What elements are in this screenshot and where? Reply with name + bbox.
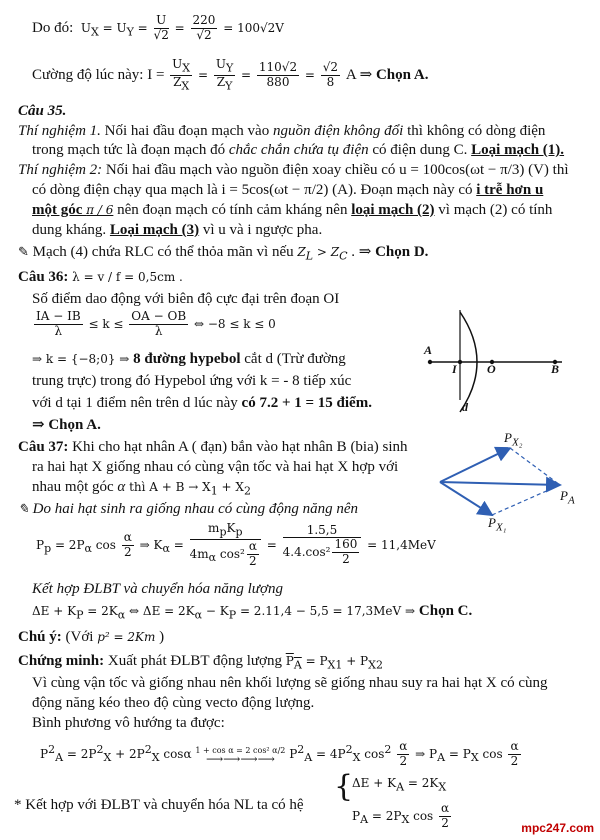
cau35-line4: có dòng điện chạy qua mạch là i = 5cos(ωt − π/2) (A). Đoạn mạch này có i trễ hơn u <box>32 182 544 198</box>
cau35-line7: ✎ Mạch (4) chứa RLC có thể thỏa mãn vì nếu $Z_L > Z_C$ . ⇒ Chọn D. <box>18 244 429 263</box>
fig-label-pa: $P_A$ <box>560 488 575 507</box>
system-eq2: $P_A = 2P_X$ cos $\frac{\alpha}{2}$ <box>352 801 450 830</box>
fig-label-d: d <box>462 400 468 414</box>
cau36-line1: Số điểm dao động với biên độ cực đại trên đoạn OI <box>32 291 340 307</box>
proof-line2: Vì cùng vận tốc và giống nhau nên khối lượng sẽ giống nhau suy ra hai hạt X có cùng <box>32 675 548 691</box>
fig-label-o: O <box>487 362 496 376</box>
cau35-title: Câu 35. <box>18 103 67 119</box>
cau35-line6: dung kháng. Loại mạch (3) vì u và i ngược pha. <box>32 222 323 238</box>
proof-line3: động năng kéo theo độ cùng vecto động lượng. <box>32 695 315 711</box>
cau37-eq1: $P_p = 2P_\alpha$ cos $\frac{\alpha}{2}$ ⇒ $K_\alpha$ = $m_pK_p$ $4m_\alpha$ cos² $\frac{\alpha}{2}$ = 1.5,5 4.4.cos² $\frac{160}{2}$ = 11,4MeV <box>36 521 436 568</box>
cau35-line3: Thí nghiệm 2: Nối hai đầu mạch vào nguồn điện xoay chiều có u = 100cos(ωt − π/3) (V) thì <box>18 162 569 178</box>
cau37-line6: Kết hợp ĐLBT và chuyển hóa năng lượng <box>32 581 283 597</box>
proof-line1: Chứng minh: Xuất phát ĐLBT động lượng $P_A = P_{X1} + P_{X2}$ <box>18 653 383 672</box>
row-1: Do đó: $U_X = U_Y$ = $\frac{U}{√2}$ = $\frac{220}{√2}$ = 100√2V <box>32 13 284 42</box>
fig-label-a: A <box>424 343 433 357</box>
cau36-title: Câu 36: λ = v / f = 0,5cm . <box>18 269 183 285</box>
cau35-line1: Thí nghiệm 1. Nối hai đầu đoạn mạch vào nguồn điện không đổi thì không có dòng điện <box>18 123 546 139</box>
cau35-line5: một góc π / 6 nên đoạn mạch có tính cảm kháng nên loại mạch (2) vì mạch (2) có tính <box>32 202 553 218</box>
cau37-line4: ✎ Do hai hạt sinh ra giống nhau có cùng động năng nên <box>18 501 359 517</box>
proof-line4: Bình phương vô hướng ta được: <box>32 715 225 731</box>
system-eq1: $\Delta E + K_A = 2K_X$ <box>352 776 447 794</box>
hyperbola-figure <box>420 300 570 415</box>
note-line: Chú ý: (Với p² = 2Km ) <box>18 629 165 645</box>
cau36-line4: trung trực) trong đó Hypebol ứng với k = - 8 tiếp xúc <box>32 373 352 389</box>
proof-line6: * Kết hợp với ĐLBT và chuyển hóa NL ta có hệ <box>14 797 304 813</box>
proof-eq: $P^2_A = 2P^2_X + 2P^2_X$ cosα 1 + cos α = 2 cos² α/2 ⟶⟶⟶⟶ $P^2_A = 4P^2_X$ $\cos^2$ $\frac{\alpha}{2}$ ⇒ $P_A = P_X$ cos $\frac{\alpha}{2}$ <box>40 739 519 768</box>
cau37-eq2: $\Delta E + K_P = 2K_\alpha$ ⇔ $\Delta E = 2K_\alpha - K_P = 2.11,4 - 5,5 = 17,3MeV$ ⇒ Chọn C. <box>32 603 473 622</box>
pencil-icon: ✎ <box>18 501 29 516</box>
cau37-line3: nhau một góc α thì $A + B \to X_1 + X_2$ <box>32 479 251 498</box>
fig-label-b: B <box>551 362 560 376</box>
cau36-answer: ⇒ Chọn A. <box>32 417 101 433</box>
fig-label-px1: $P_{X_1}$ <box>488 515 507 534</box>
fig-label-i: I <box>452 362 457 376</box>
cau36-line3: ⇒ k = {−8;0} ⇒ 8 đường hypebol cắt d (Trừ đường <box>32 351 346 367</box>
brace: { <box>334 769 354 804</box>
row-2: Cường độ lúc này: I = $\frac{U_X}{Z_X}$ = $\frac{U_Y}{Z_Y}$ = $\frac{110√2}{880}$ = $\frac{√2}{8}$ A ⇒ Chọn A. <box>32 57 429 93</box>
fig-label-px2: $P_{X_2}$ <box>504 430 523 449</box>
pencil-icon: ✎ <box>18 244 29 259</box>
cau36-line5: với d tại 1 điểm nên trên d lúc này có 7.2 + 1 = 15 điểm. <box>32 395 372 411</box>
cau37-line1: Câu 37: Khi cho hạt nhân A ( đạn) bắn vào hạt nhân B (bia) sinh <box>18 439 408 455</box>
cau36-ineq: $\frac{IA - IB}{\lambda}$ ≤ k ≤ $\frac{OA - OB}{\lambda}$ ⇔ −8 ≤ k ≤ 0 <box>36 309 276 338</box>
watermark: mpc247.com <box>521 821 594 835</box>
cau37-line2: ra hai hạt X giống nhau có cùng vận tốc và hai hạt X hợp với <box>32 459 399 475</box>
cau35-line2: trong mạch tức là đoạn mạch đó chắc chắn chứa tụ điện có điện dung C. Loại mạch (1). <box>32 142 565 158</box>
